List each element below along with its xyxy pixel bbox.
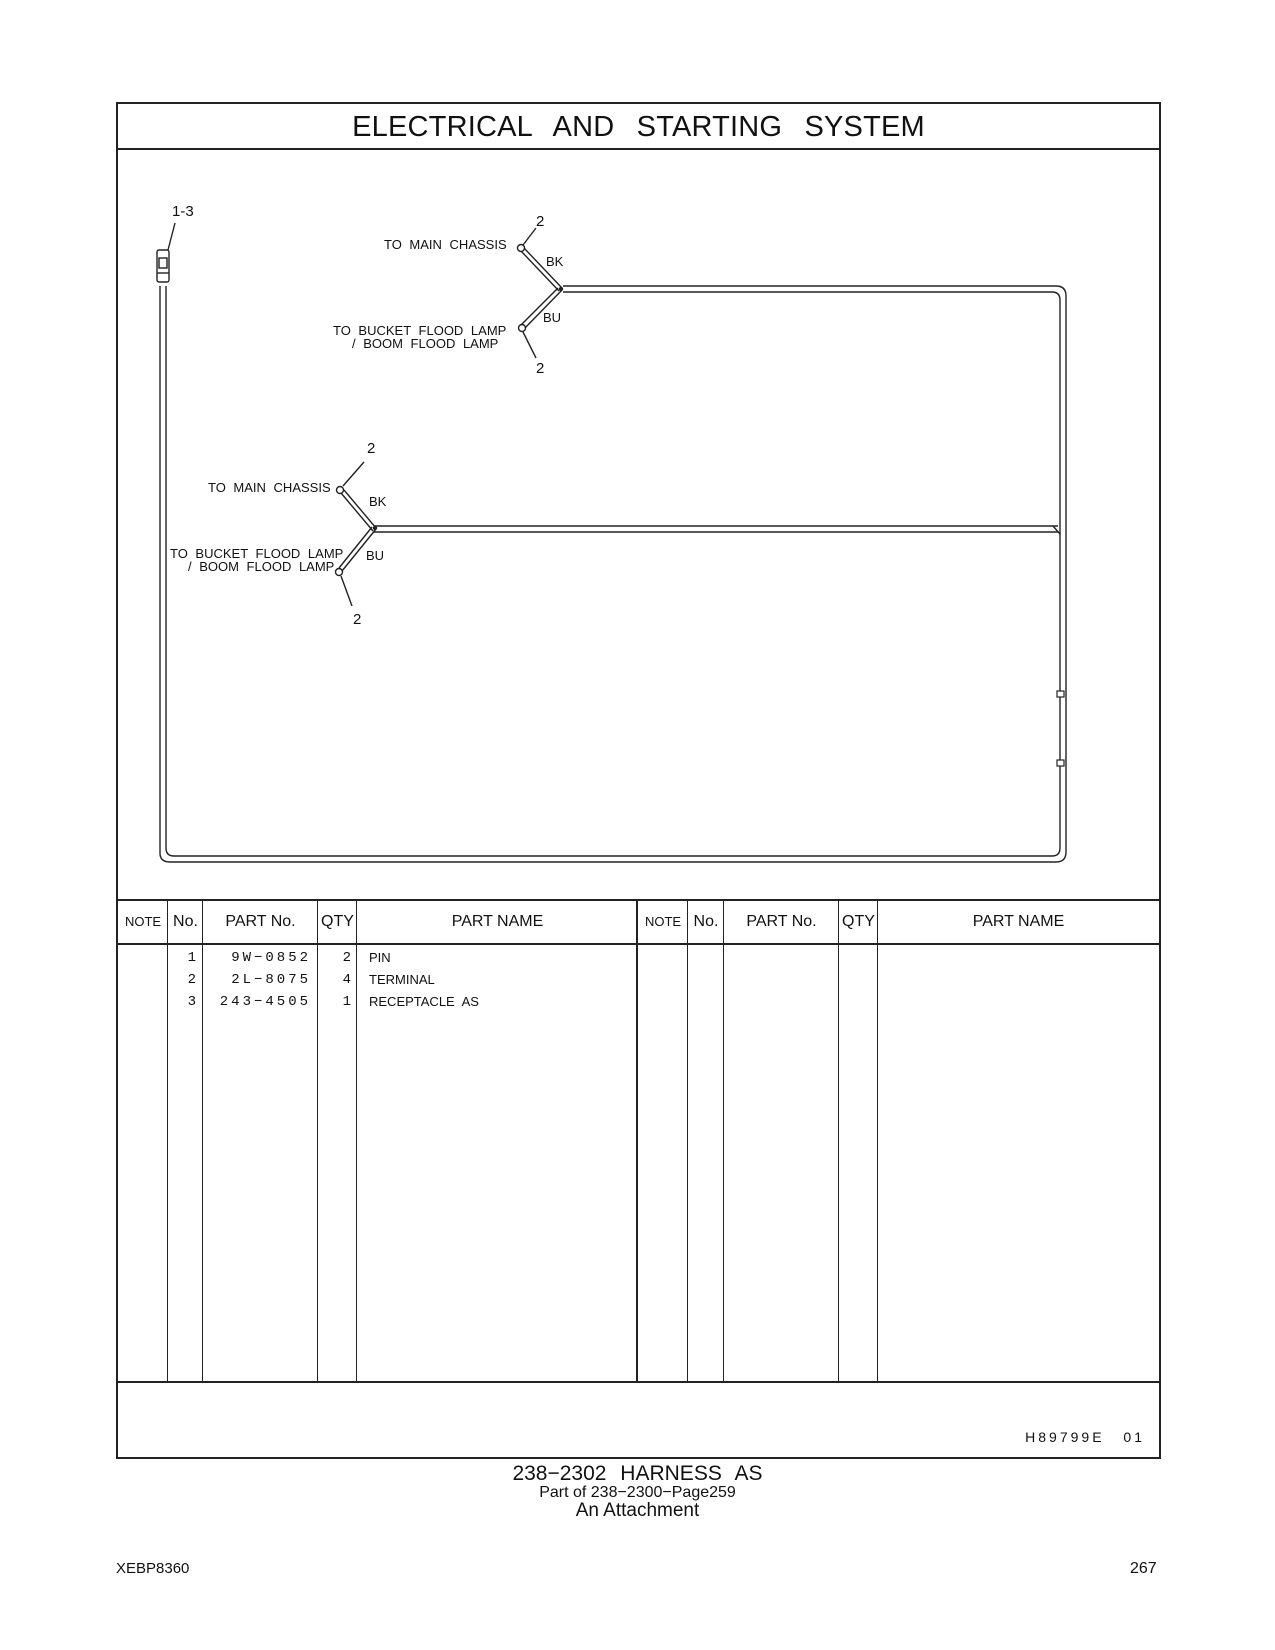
- ref-upper-top: 2: [536, 213, 545, 230]
- caption-title: 238−2302 HARNESS AS: [512, 1462, 763, 1485]
- upper-breakout: [518, 228, 563, 358]
- lower-to-main-chassis: TO MAIN CHASSIS: [208, 480, 331, 495]
- lower-wire-bk: BK: [369, 494, 387, 509]
- row-qty: 1: [342, 994, 351, 1010]
- lower-to-flood-lamp-1: TO BUCKET FLOOD LAMP: [170, 546, 344, 561]
- upper-wire-bk: BK: [546, 254, 564, 269]
- header-no-right: No.: [693, 913, 719, 930]
- row-no: 3: [187, 994, 196, 1010]
- harness-diagram: [118, 150, 1159, 900]
- row-qty: 2: [342, 950, 351, 966]
- upper-to-main-chassis: TO MAIN CHASSIS: [384, 237, 507, 252]
- row-part-no: 243−4505: [219, 994, 311, 1010]
- ref-lower-bottom: 2: [353, 611, 362, 628]
- terminal-lower-chassis: [337, 487, 344, 494]
- lower-to-flood-lamp-2: / BOOM FLOOD LAMP: [188, 559, 335, 574]
- lower-breakout: [336, 462, 377, 606]
- row-part-no: 9W−0852: [231, 950, 311, 966]
- header-part-no: PART No.: [225, 913, 296, 930]
- upper-to-flood-lamp-1: TO BUCKET FLOOD LAMP: [333, 323, 507, 338]
- row-part-no: 2L−8075: [231, 972, 311, 988]
- header-part-name-right: PART NAME: [972, 913, 1065, 930]
- ref-upper-bottom: 2: [536, 360, 545, 377]
- header-note: NOTE: [124, 914, 162, 929]
- ref-lower-top: 2: [367, 440, 376, 457]
- header-qty-right: QTY: [842, 913, 875, 930]
- row-qty: 4: [342, 972, 351, 988]
- parts-table: [118, 899, 1159, 1381]
- page-number: 267: [1130, 1560, 1157, 1577]
- row-part-name: PIN: [369, 950, 391, 965]
- row-no: 1: [187, 950, 196, 966]
- page-title: ELECTRICAL AND STARTING SYSTEM: [118, 104, 1159, 150]
- table-row: [118, 947, 1159, 969]
- header-no: No.: [173, 913, 198, 930]
- terminal-upper-lamp: [519, 325, 526, 332]
- header-part-name: PART NAME: [451, 913, 544, 930]
- row-part-name: TERMINAL: [369, 972, 435, 987]
- row-no: 2: [187, 972, 196, 988]
- lower-wire-bu: BU: [366, 548, 385, 563]
- page-frame: [116, 102, 1161, 1459]
- harness-loop: [160, 286, 1066, 862]
- document-code: XEBP8360: [116, 1560, 190, 1577]
- row-part-name: RECEPTACLE AS: [369, 994, 479, 1009]
- header-qty: QTY: [321, 913, 354, 930]
- header-note-right: NOTE: [644, 914, 682, 929]
- table-row: [118, 991, 1159, 1013]
- harness-drawing: [118, 150, 1159, 900]
- table-row: [118, 969, 1159, 991]
- illustration-footer: [118, 1381, 1159, 1457]
- upper-to-flood-lamp-2: / BOOM FLOOD LAMP: [352, 336, 499, 351]
- table-header: [118, 901, 1159, 945]
- caption-attachment: An Attachment: [575, 1500, 700, 1521]
- header-part-no-right: PART No.: [746, 913, 817, 930]
- illustration-number: H89799E 01: [1025, 1429, 1145, 1445]
- receptacle-connector: [157, 223, 175, 282]
- ref-1-3: 1-3: [172, 203, 194, 220]
- terminal-upper-chassis: [518, 245, 525, 252]
- caption-part-of: Part of 238−2300−Page259: [539, 1484, 736, 1501]
- terminal-lower-lamp: [336, 569, 343, 576]
- upper-wire-bu: BU: [543, 310, 562, 325]
